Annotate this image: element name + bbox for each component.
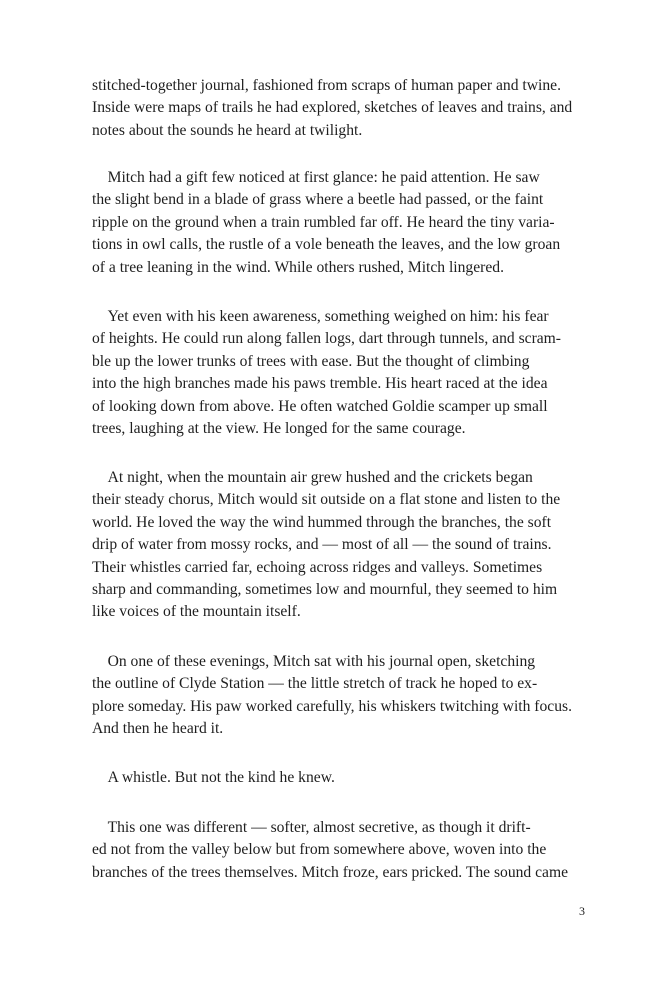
paragraph-7 [92, 817, 587, 884]
text-line: Inside were maps of trails he had explored, sketches of leaves and trains, and [92, 99, 573, 117]
text-line: On one of these evenings, Mitch sat with his journal open, sketching [92, 653, 536, 670]
text-line: the slight bend in a blade of grass where a beetle had passed, or the faint [92, 191, 544, 209]
text-line: the outline of Clyde Station — the little stretch of track he hoped to ex- [92, 675, 538, 693]
text-line: of heights. He could run along fallen logs, dart through tunnels, and scram- [92, 330, 562, 348]
text-line: sharp and commanding, sometimes low and mournful, they seemed to him [92, 581, 558, 599]
text-line: into the high branches made his paws tremble. His heart raced at the idea [92, 375, 548, 393]
text-line: This one was different — softer, almost secretive, as though it drift- [92, 819, 531, 836]
text-line: At night, when the mountain air grew hushed and the crickets began [92, 469, 533, 486]
paragraph-2 [92, 167, 587, 279]
text-line: ble up the lower trunks of trees with ease. But the thought of climbing [92, 352, 530, 370]
text-line: branches of the trees themselves. Mitch froze, ears pricked. The sound came [92, 863, 569, 881]
text-line: notes about the sounds he heard at twilight. [92, 121, 363, 139]
text-line: Mitch had a gift few noticed at first glance: he paid attention. He saw [92, 169, 540, 186]
text-line: ripple on the ground when a train rumbled far off. He heard the tiny varia- [92, 213, 555, 231]
text-line: of looking down from above. He often watched Goldie scamper up small [92, 397, 548, 415]
paragraph-5 [92, 651, 587, 741]
paragraph-6 [92, 767, 587, 789]
text-line: of a tree leaning in the wind. While others rushed, Mitch lingered. [92, 258, 504, 276]
paragraph-1 [92, 75, 587, 142]
text-line: plore someday. His paw worked carefully, his whiskers twitching with focus. [92, 697, 572, 715]
text-line: trees, laughing at the view. He longed for the same courage. [92, 420, 466, 438]
text-line: A whistle. But not the kind he knew. [92, 769, 335, 786]
text-line: And then he heard it. [92, 720, 224, 738]
text-line: stitched-together journal, fashioned from scraps of human paper and twine. [92, 77, 561, 94]
paragraph-3 [92, 306, 587, 440]
text-line: ed not from the valley below but from somewhere above, woven into the [92, 841, 547, 859]
text-line: Yet even with his keen awareness, something weighed on him: his fear [92, 308, 549, 325]
page-number: 3 [579, 904, 585, 918]
text-line: Their whistles carried far, echoing across ridges and valleys. Sometimes [92, 558, 543, 576]
paragraph-4 [92, 467, 587, 624]
text-line: like voices of the mountain itself. [92, 603, 301, 621]
text-line: tions in owl calls, the rustle of a vole beneath the leaves, and the low groan [92, 236, 561, 254]
text-line: drip of water from mossy rocks, and — most of all — the sound of trains. [92, 536, 552, 554]
text-line: world. He loved the way the wind hummed through the branches, the soft [92, 513, 552, 531]
text-line: their steady chorus, Mitch would sit outside on a flat stone and listen to the [92, 491, 561, 509]
